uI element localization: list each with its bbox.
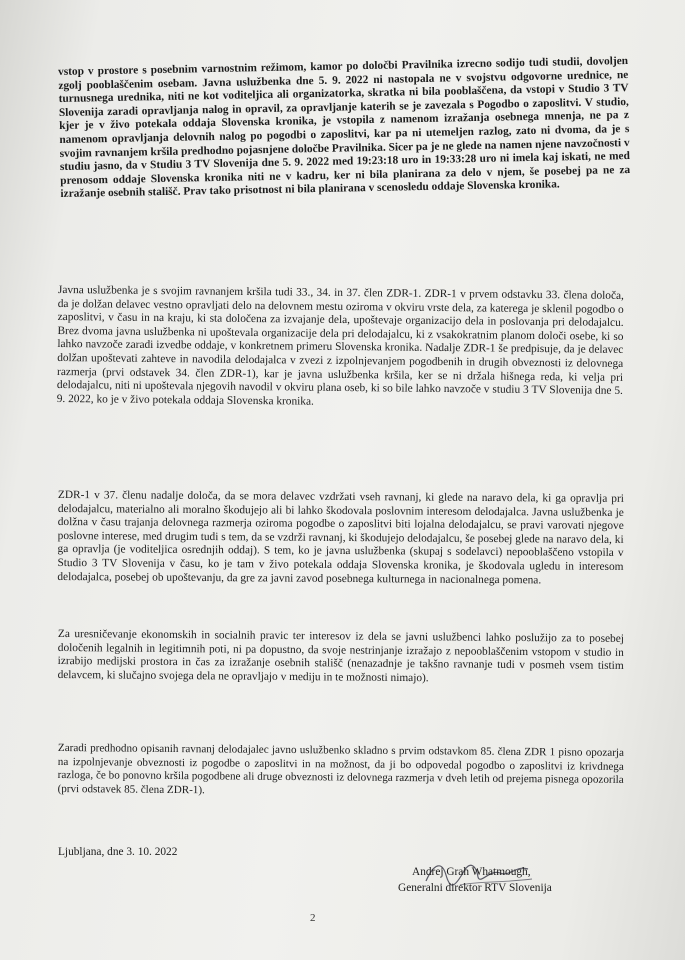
paragraph-warning: Zaradi predhodno opisanih ravnanj delodajalec javno uslužbenko skladno s prvim odstavkom 85. člena ZDR 1 pisno opozarja na izpolnjevanje obveznosti iz pogodbe o zaposlitvi in na možnost, da ji bo odpovedal pogodbo o zaposlitvi iz krivdnega razloga, če bo ponovno kršila pogodbene ali druge obveznosti iz delovnega razmerja v dveh letih od prejema pisnega opozorila (prvi odstavek 85. člena ZDR-1).	[57, 742, 624, 797]
paragraph-studio-entry: vstop v prostore s posebnim varnostnim režimom, kamor po določbi Pravilnika izrecno sodijo tudi studii, dovoljen zgolj pooblaščenim osebam. Javna uslužbenka dne 5. 9. 2022 ni nastopala ne v svojstvu odgovorne urednice, ne turnusnega urednika, niti ne kot voditeljica ali organizatorka, skratka ni bila pooblaščena, da vstopi v Studio 3 TV Slovenija zaradi opravljanja nalog in opravil, za opravljanje katerih se je zavezala s Pogodbo o zaposlitvi. V studio, kjer je v živo potekala oddaja Slovenska kronika, je vstopila z namenom izražanja osebnega mnenja, ne pa z namenom opravljanja delovnih nalog po pogodbi o zaposlitvi, kar pa ni utemeljen razlog, zato ni dvoma, da je s svojim ravnanjem kršila predhodno pojasnjene določbe Pravilnika. Sicer pa je ne glede na namen njene navzočnosti v studiu jasno, da v Studiu 3 TV Slovenija dne 5. 9. 2022 med 19:23:18 uro in 19:33:28 uro ni imela kaj iskati, ne med prenosom oddaje Slovenska kronika niti ne v kadru, ker ni bila planirana za delo v njem, še posebej pa ne za izražanje osebnih stališč. Prav tako prisotnost ni bila planirana v scenosledu oddaje Slovenska kronika.	[58, 55, 631, 201]
paragraph-zdr-violations: Javna uslužbenka je s svojim ravnanjem kršila tudi 33., 34. in 37. člen ZDR-1. ZDR-1 v prvem odstavku 33. člena določa, da je dolžan delavec vestno opravljati delo na delovnem mestu oziroma v okviru vrste dela, za katerega je sklenil pogodbo o zaposlitvi, v času in na kraju, ki sta določena za izvajanje dela, upoštevaje organizacijo dela in poslovanja pri delodajalcu. Brez dvoma javna uslužbenka ni upoštevala organizacije dela pri delodajalcu, ki z vsakokratnim planom določi osebe, ki so lahko navzoče zaradi izvedbe oddaje, v konkretnem primeru Slovenska kronika. Nadalje ZDR-1 še predpisuje, da je delavec dolžan upoštevati zahteve in navodila delodajalca v zvezi z izpolnjevanjem pogodbenih in drugih obveznosti iz delovnega razmerja (prvi odstavek 34. člen ZDR-1), kar je javna uslužbenka kršila, ker se ni držala hišnega reda, ki velja pri delodajalcu, niti ni upoštevala njegovih navodil v okviru plana oseb, ki so bile lahko navzoče v studiu 3 TV Slovenija dne 5. 9. 2022, ko je v živo potekala oddaja Slovenska kronika.	[56, 284, 624, 408]
paragraph-rights-exercise: Za uresničevanje ekonomskih in socialnih pravic ter interesov iz dela se javni uslužbenci lahko poslužijo za to posebej določenih legalnih in legitimnih poti, ni pa dopustno, da svoje nestrinjanje izražajo z nepooblaščenim vstopom v studio in izrabijo medijski prostora in čas za izražanje osebnih stališč (nenazadnje je takšno ravnanje tudi v posmeh vsem tistim delavcem, ki slučajno svojega dela ne opravljajo v mediju in te možnosti nimajo).	[57, 628, 624, 685]
page-number: 2	[310, 912, 316, 924]
place-and-date: Ljubljana, dne 3. 10. 2022	[58, 846, 178, 858]
signatory-title: Generalni direktor RTV Slovenija	[398, 882, 552, 894]
paragraph-article-37: ZDR-1 v 37. členu nadalje določa, da se mora delavec vzdržati vseh ravnanj, ki glede na naravo dela, ki ga opravlja pri delodajalcu, materialno ali moralno škodujejo ali bi lahko škodovala poslovnim interesom delodajalca. Javna uslužbenka je dolžna v času trajanja delovnega razmerja oziroma pogodbe o zaposlitvi biti lojalna delodajalcu, se pravi varovati njegove poslovne interese, med drugim tudi s tem, da se vzdrži ravnanj, ki škodujejo delodajalcu, še posebej glede na naravo dela, ki ga opravlja (je voditeljica osrednjih oddaj). S tem, ko je javna uslužbenka (skupaj s sodelavci) nepooblaščeno vstopila v Studio 3 TV Slovenija v času, ko je tam v živo potekala oddaja Slovenska kronika, je škodovala ugledu in interesom delodajalca, posebej ob upoštevanju, da gre za javni zavod posebnega kulturnega in nacionalnega pomena.	[57, 489, 624, 586]
signatory-name: Andrej Grah Whatmough,	[412, 866, 531, 878]
